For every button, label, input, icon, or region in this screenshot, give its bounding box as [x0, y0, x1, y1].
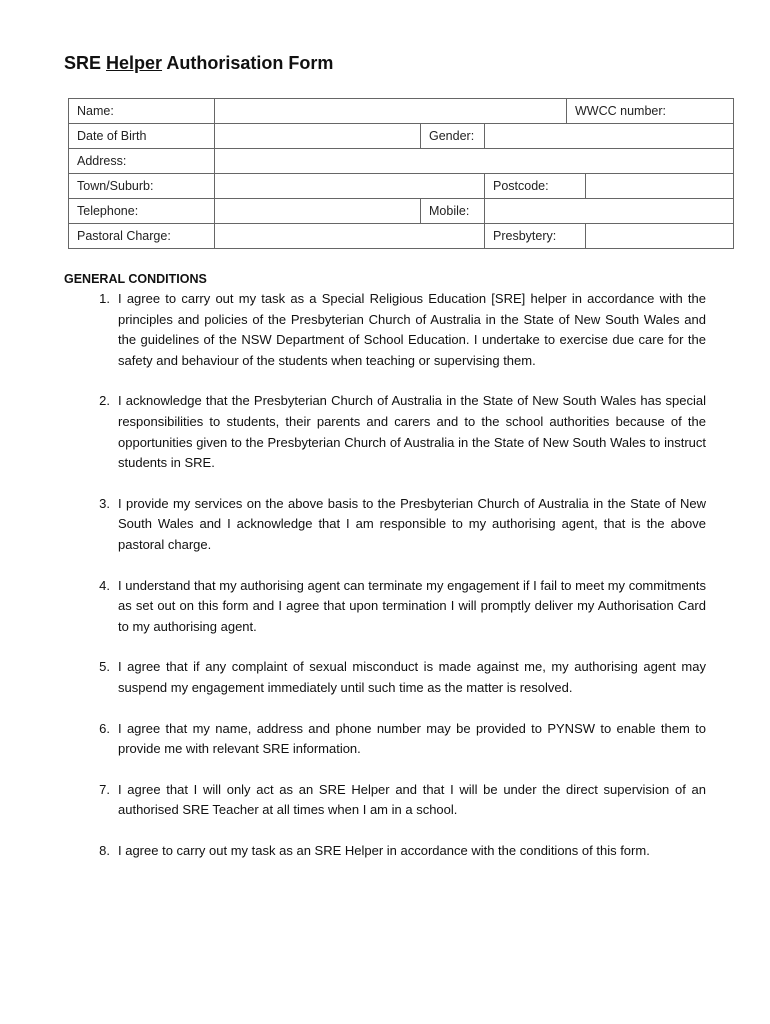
condition-number: 8.: [99, 842, 110, 858]
details-table: [68, 98, 734, 249]
conditions-list: [64, 289, 706, 861]
title-helper: Helper: [106, 53, 163, 73]
condition-text: I acknowledge that the Presbyterian Church of Australia in the State of New South Wales has special responsibilities to students, their parents and carers and to the school authorities because of the opportunities given to the Presbyterian Church of Australia in the State of New South Wales to instruct students in SRE.: [118, 393, 706, 471]
presbytery-field[interactable]: [586, 224, 734, 249]
condition-text: I understand that my authorising agent can terminate my engagement if I fail to meet my commitments as set out on this form and I agree that upon termination I will promptly deliver my Authorisation Card to my authorising agent.: [118, 577, 706, 634]
condition-text: I agree that I will only act as an SRE Helper and that I will be under the direct supervision of an authorised SRE Teacher at all times when I am in a school.: [118, 781, 706, 818]
name-label: Name:: [69, 99, 215, 124]
condition-number: 3.: [99, 495, 110, 511]
row-name: [69, 99, 734, 124]
condition-text: I provide my services on the above basis to the Presbyterian Church of Australia in the State of New South Wales and I acknowledge that I am responsible to my authorising agent, that is the above pastoral charge.: [118, 495, 706, 552]
condition-number: 7.: [99, 781, 110, 797]
condition-number: 5.: [99, 659, 110, 675]
page-title: [64, 53, 333, 74]
condition-text: I agree that if any complaint of sexual misconduct is made against me, my authorising agent may suspend my engagement immediately until such time as the matter is resolved.: [118, 659, 706, 695]
gender-field[interactable]: [485, 124, 734, 149]
condition-item: [64, 780, 706, 821]
condition-number: 4.: [99, 577, 110, 593]
row-pastoral: [69, 224, 734, 249]
pastoral-field[interactable]: [215, 224, 485, 249]
telephone-field[interactable]: [215, 199, 421, 224]
row-telephone: [69, 199, 734, 224]
address-label: Address:: [69, 149, 215, 174]
condition-item: [64, 719, 706, 760]
postcode-field[interactable]: [586, 174, 734, 199]
condition-item: [64, 494, 706, 556]
mobile-field[interactable]: [485, 199, 734, 224]
gender-label: Gender:: [421, 124, 485, 149]
dob-label: Date of Birth: [69, 124, 215, 149]
condition-item: [64, 289, 706, 371]
row-dob: [69, 124, 734, 149]
town-label: Town/Suburb:: [69, 174, 215, 199]
condition-number: 2.: [99, 393, 110, 409]
title-prefix: SRE: [64, 53, 107, 73]
condition-number: 6.: [99, 720, 110, 736]
condition-number: 1.: [99, 291, 110, 306]
condition-item: [64, 841, 706, 862]
row-town: [69, 174, 734, 199]
condition-item: [64, 391, 706, 473]
condition-item: [64, 657, 706, 698]
condition-text: I agree to carry out my task as a Special Religious Education [SRE] helper in accordance with the principles and policies of the Presbyterian Church of Australia in the State of New South Wales and the guidelines of the NSW Department of School Education. I undertake to exercise due care for the safety and behaviour of the students when teaching or supervising them.: [118, 291, 706, 368]
row-address: [69, 149, 734, 174]
address-field[interactable]: [215, 149, 734, 174]
condition-item: [64, 576, 706, 638]
presbytery-label: Presbytery:: [485, 224, 586, 249]
condition-text: I agree that my name, address and phone number may be provided to PYNSW to enable them to provide me with relevant SRE information.: [118, 720, 706, 757]
dob-field[interactable]: [215, 124, 421, 149]
name-field[interactable]: [215, 99, 567, 124]
town-field[interactable]: [215, 174, 485, 199]
mobile-label: Mobile:: [421, 199, 485, 224]
wwcc-label: WWCC number:: [567, 99, 734, 124]
telephone-label: Telephone:: [69, 199, 215, 224]
conditions-heading: GENERAL CONDITIONS: [64, 272, 207, 286]
pastoral-label: Pastoral Charge:: [69, 224, 215, 249]
condition-text: I agree to carry out my task as an SRE Helper in accordance with the conditions of this form.: [118, 842, 650, 858]
title-suffix: Authorisation Form: [162, 53, 334, 73]
postcode-label: Postcode:: [485, 174, 586, 199]
